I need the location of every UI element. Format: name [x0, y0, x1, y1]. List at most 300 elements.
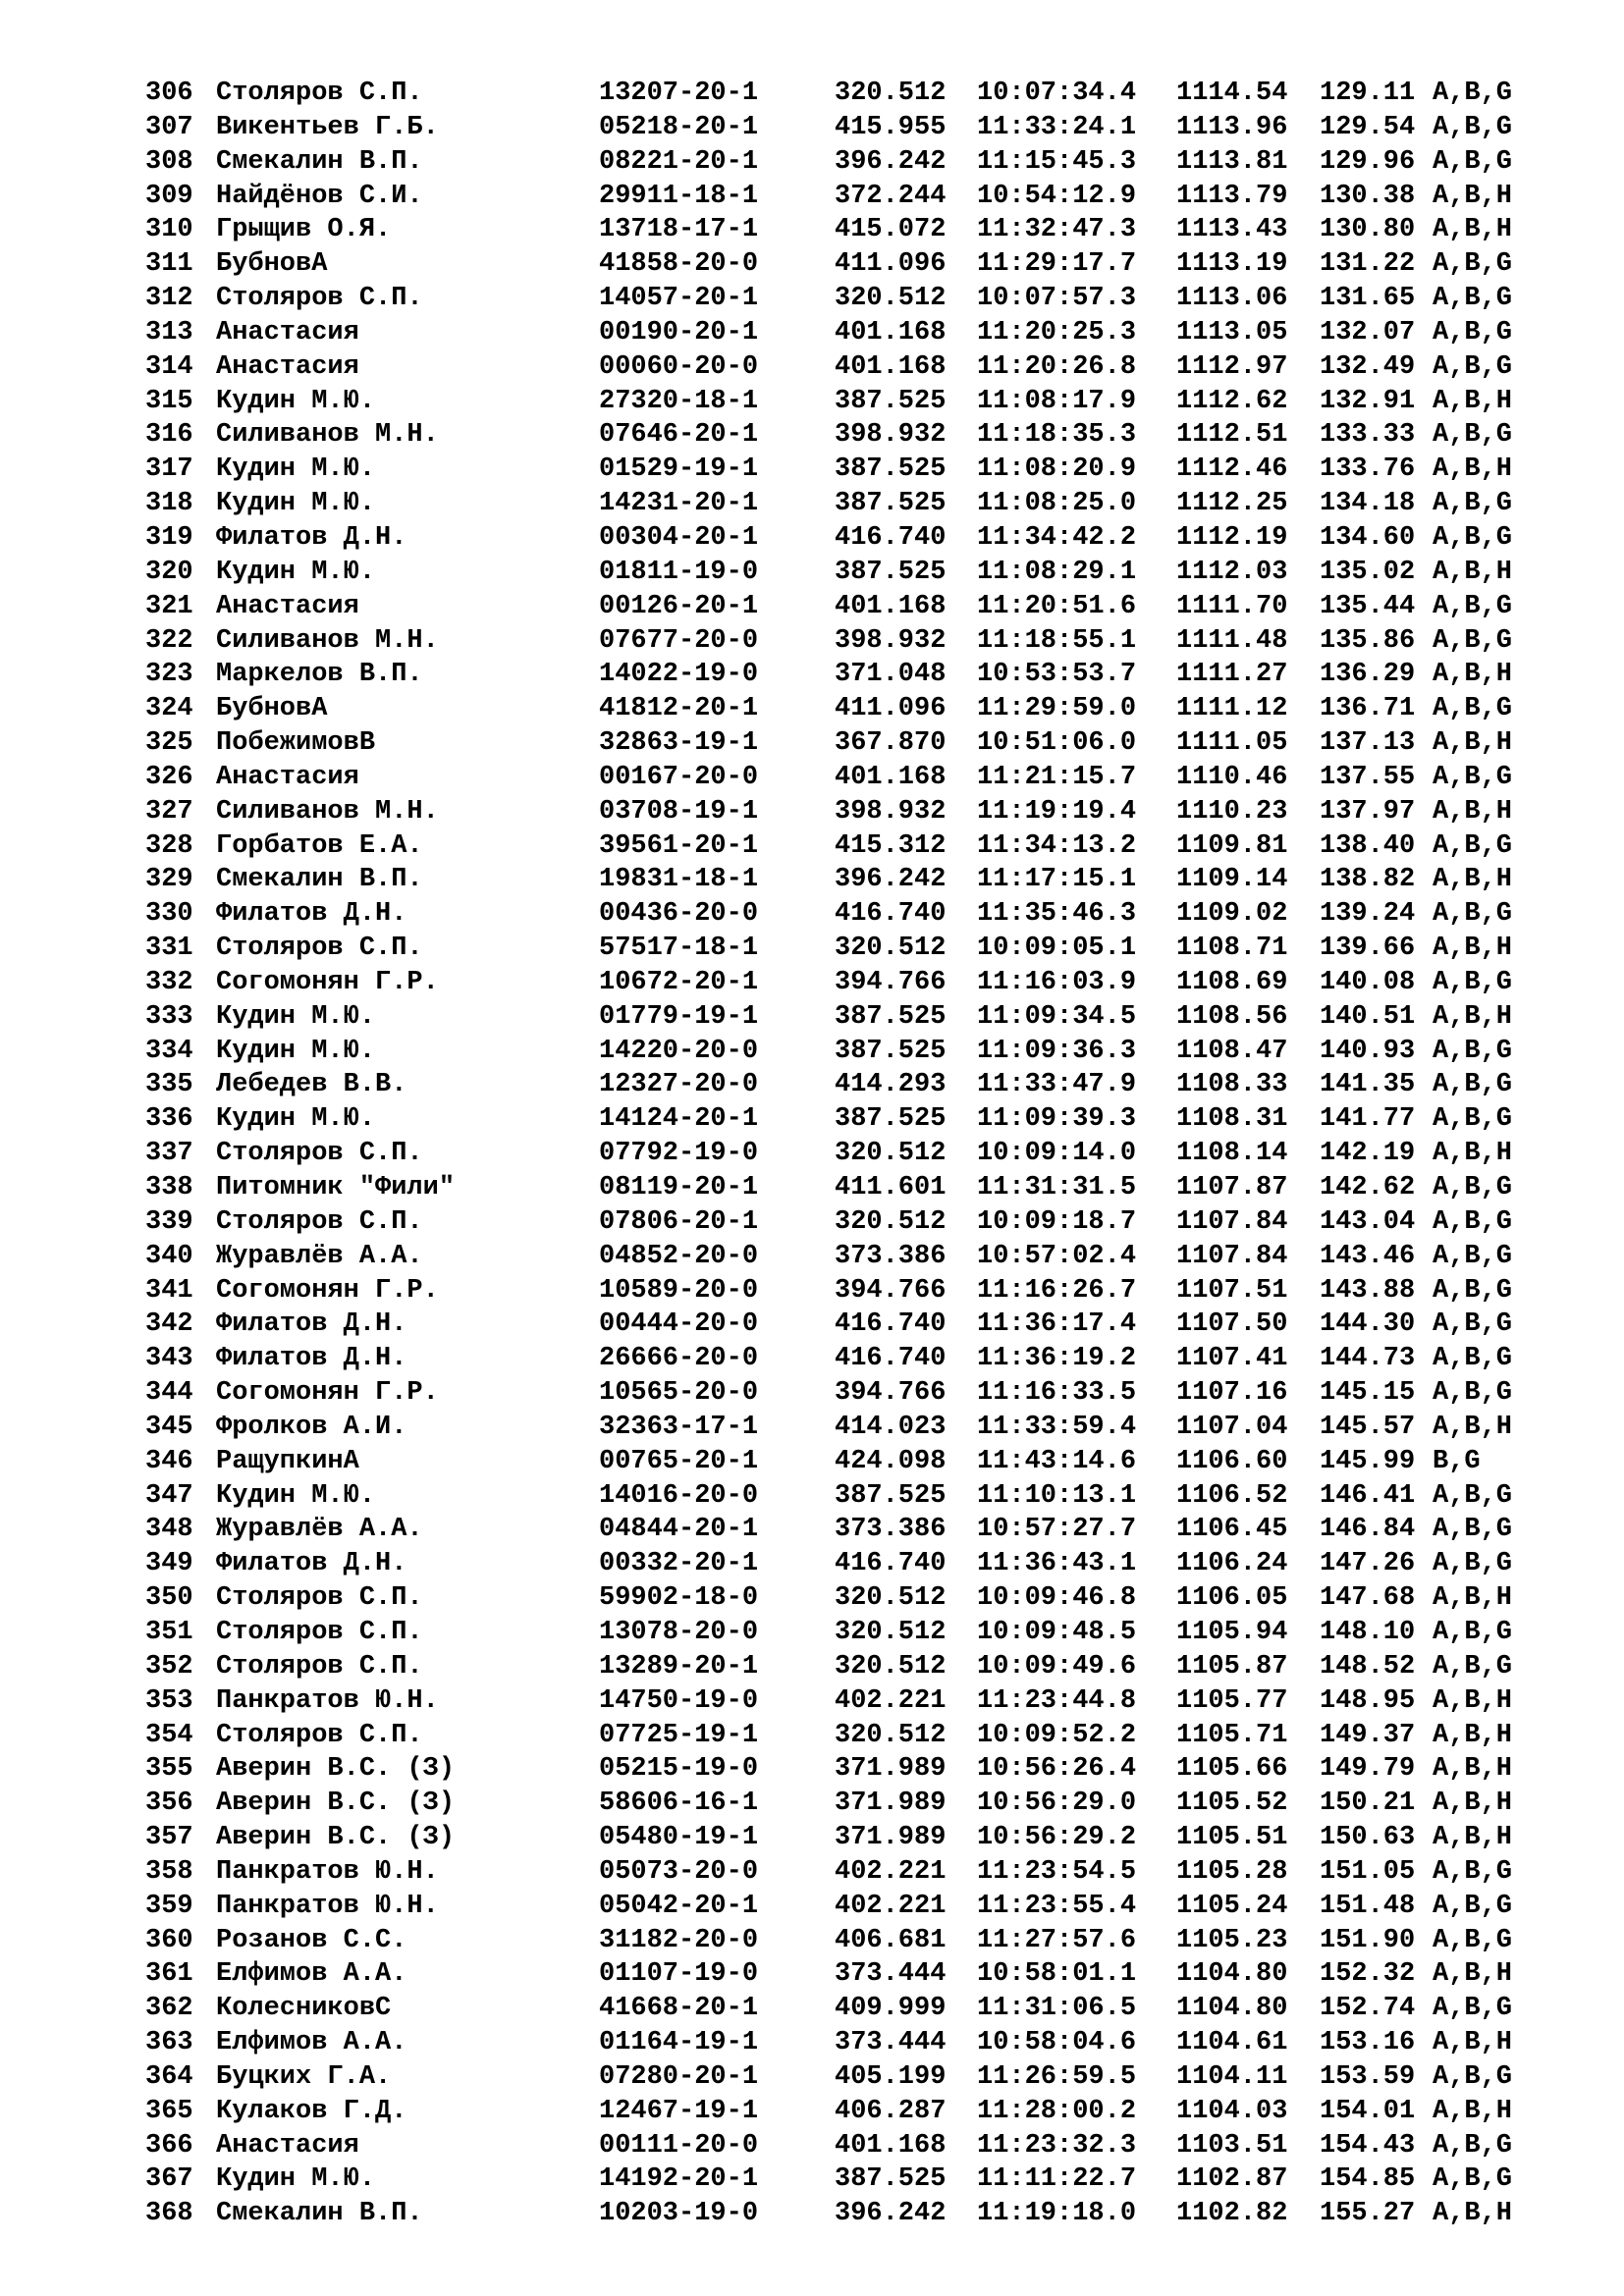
- coefficient: 141.35: [1320, 1070, 1416, 1100]
- speed-value: 1108.31: [1176, 1104, 1288, 1135]
- fancier-name: Викентьев Г.Б.: [216, 112, 439, 142]
- speed-value: 1111.05: [1176, 728, 1288, 759]
- ring-number: 39561-20-1: [599, 830, 759, 861]
- place-number: 349: [145, 1549, 193, 1579]
- ring-number: 59902-18-0: [599, 1583, 759, 1614]
- arrival-time: 11:35:46.3: [977, 899, 1137, 930]
- arrival-time: 11:20:26.8: [977, 351, 1137, 382]
- speed-value: 1113.96: [1176, 112, 1288, 142]
- fancier-name: Филатов Д.Н.: [216, 1344, 407, 1374]
- place-number: 366: [145, 2130, 193, 2161]
- ring-number: 41858-20-0: [599, 249, 759, 280]
- distance-km: 387.525: [835, 2164, 947, 2195]
- speed-value: 1104.80: [1176, 1959, 1288, 1990]
- fancier-name: Филатов Д.Н.: [216, 522, 407, 553]
- coefficient: 154.01: [1320, 2096, 1416, 2126]
- distance-km: 387.525: [835, 1001, 947, 1032]
- speed-value: 1112.51: [1176, 420, 1288, 451]
- coefficient: 138.40: [1320, 830, 1416, 861]
- speed-value: 1105.52: [1176, 1789, 1288, 1819]
- ring-number: 07646-20-1: [599, 420, 759, 451]
- distance-km: 320.512: [835, 1617, 947, 1647]
- table-row: [145, 1513, 1531, 1547]
- ring-number: 00436-20-0: [599, 899, 759, 930]
- table-row: [145, 1957, 1531, 1992]
- coefficient: 135.44: [1320, 591, 1416, 621]
- coefficient: 144.73: [1320, 1344, 1416, 1374]
- speed-value: 1113.06: [1176, 284, 1288, 314]
- group-codes: A,B,G: [1433, 1856, 1513, 1887]
- group-codes: A,B,H: [1433, 557, 1513, 587]
- distance-km: 424.098: [835, 1446, 947, 1476]
- speed-value: 1110.46: [1176, 762, 1288, 792]
- place-number: 343: [145, 1344, 193, 1374]
- ring-number: 00126-20-1: [599, 591, 759, 621]
- distance-km: 415.072: [835, 215, 947, 245]
- distance-km: 320.512: [835, 284, 947, 314]
- coefficient: 133.76: [1320, 454, 1416, 485]
- coefficient: 146.41: [1320, 1480, 1416, 1511]
- place-number: 331: [145, 934, 193, 964]
- arrival-time: 11:36:17.4: [977, 1309, 1137, 1340]
- group-codes: A,B,H: [1433, 1959, 1513, 1990]
- arrival-time: 11:33:59.4: [977, 1412, 1137, 1442]
- ring-number: 31182-20-0: [599, 1925, 759, 1955]
- arrival-time: 11:27:57.6: [977, 1925, 1137, 1955]
- place-number: 361: [145, 1959, 193, 1990]
- ring-number: 00444-20-0: [599, 1309, 759, 1340]
- ring-number: 10672-20-1: [599, 967, 759, 997]
- fancier-name: Кудин М.Ю.: [216, 1001, 376, 1032]
- table-row: [145, 1205, 1531, 1240]
- table-row: [145, 1924, 1531, 1958]
- ring-number: 32363-17-1: [599, 1412, 759, 1442]
- place-number: 338: [145, 1173, 193, 1202]
- coefficient: 142.62: [1320, 1173, 1416, 1202]
- speed-value: 1112.19: [1176, 522, 1288, 553]
- arrival-time: 10:58:01.1: [977, 1959, 1137, 1990]
- speed-value: 1113.81: [1176, 146, 1288, 177]
- ring-number: 41668-20-1: [599, 1994, 759, 2024]
- group-codes: A,B,H: [1433, 181, 1513, 211]
- group-codes: A,B,H: [1433, 1583, 1513, 1614]
- coefficient: 141.77: [1320, 1104, 1416, 1135]
- ring-number: 13718-17-1: [599, 215, 759, 245]
- distance-km: 401.168: [835, 2130, 947, 2161]
- ring-number: 41812-20-1: [599, 694, 759, 724]
- arrival-time: 11:23:44.8: [977, 1685, 1137, 1716]
- fancier-name: Кудин М.Ю.: [216, 1104, 376, 1135]
- fancier-name: Кудин М.Ю.: [216, 454, 376, 485]
- group-codes: A,B,G: [1433, 2130, 1513, 2161]
- coefficient: 151.90: [1320, 1925, 1416, 1955]
- fancier-name: Кудин М.Ю.: [216, 2164, 376, 2195]
- ring-number: 13289-20-1: [599, 1651, 759, 1682]
- fancier-name: Найдёнов С.И.: [216, 181, 423, 211]
- fancier-name: Анастасия: [216, 762, 359, 792]
- arrival-time: 11:16:26.7: [977, 1275, 1137, 1306]
- fancier-name: Столяров С.П.: [216, 1206, 423, 1237]
- group-codes: A,B,H: [1433, 215, 1513, 245]
- speed-value: 1105.51: [1176, 1823, 1288, 1853]
- distance-km: 373.386: [835, 1515, 947, 1545]
- coefficient: 155.27: [1320, 2199, 1416, 2229]
- place-number: 307: [145, 112, 193, 142]
- ring-number: 01164-19-1: [599, 2028, 759, 2058]
- table-row: [145, 247, 1531, 282]
- table-row: [145, 1547, 1531, 1581]
- ring-number: 10565-20-0: [599, 1378, 759, 1409]
- table-row: [145, 1342, 1531, 1376]
- table-row: [145, 1890, 1531, 1924]
- arrival-time: 10:56:29.2: [977, 1823, 1137, 1853]
- distance-km: 394.766: [835, 1378, 947, 1409]
- speed-value: 1112.25: [1176, 489, 1288, 519]
- group-codes: A,B,G: [1433, 1549, 1513, 1579]
- ring-number: 14022-19-0: [599, 660, 759, 690]
- ring-number: 07806-20-1: [599, 1206, 759, 1237]
- group-codes: A,B,H: [1433, 386, 1513, 416]
- table-row: [145, 1308, 1531, 1342]
- table-row: [145, 1719, 1531, 1753]
- speed-value: 1113.79: [1176, 181, 1288, 211]
- coefficient: 130.38: [1320, 181, 1416, 211]
- speed-value: 1113.43: [1176, 215, 1288, 245]
- table-row: [145, 556, 1531, 590]
- table-row: [145, 1445, 1531, 1479]
- group-codes: A,B,H: [1433, 865, 1513, 895]
- distance-km: 387.525: [835, 454, 947, 485]
- coefficient: 133.33: [1320, 420, 1416, 451]
- ring-number: 12467-19-1: [599, 2096, 759, 2126]
- distance-km: 401.168: [835, 762, 947, 792]
- distance-km: 401.168: [835, 591, 947, 621]
- place-number: 323: [145, 660, 193, 690]
- group-codes: A,B,H: [1433, 1789, 1513, 1819]
- arrival-time: 11:15:45.3: [977, 146, 1137, 177]
- arrival-time: 11:32:47.3: [977, 215, 1137, 245]
- fancier-name: Кудин М.Ю.: [216, 1036, 376, 1066]
- coefficient: 147.68: [1320, 1583, 1416, 1614]
- group-codes: A,B,G: [1433, 79, 1513, 108]
- distance-km: 416.740: [835, 1344, 947, 1374]
- coefficient: 132.49: [1320, 351, 1416, 382]
- arrival-time: 10:51:06.0: [977, 728, 1137, 759]
- arrival-time: 10:57:02.4: [977, 1241, 1137, 1271]
- fancier-name: Елфимов А.А.: [216, 2028, 407, 2058]
- coefficient: 130.80: [1320, 215, 1416, 245]
- coefficient: 135.02: [1320, 557, 1416, 587]
- coefficient: 134.60: [1320, 522, 1416, 553]
- fancier-name: Маркелов В.П.: [216, 660, 423, 690]
- fancier-name: Елфимов А.А.: [216, 1959, 407, 1990]
- ring-number: 01529-19-1: [599, 454, 759, 485]
- fancier-name: Аверин В.С. (З): [216, 1754, 456, 1785]
- ring-number: 05073-20-0: [599, 1856, 759, 1887]
- table-row: [145, 111, 1531, 145]
- speed-value: 1111.27: [1176, 660, 1288, 690]
- fancier-name: Столяров С.П.: [216, 1583, 423, 1614]
- coefficient: 136.29: [1320, 660, 1416, 690]
- speed-value: 1112.97: [1176, 351, 1288, 382]
- table-row: [145, 1240, 1531, 1274]
- ring-number: 03708-19-1: [599, 796, 759, 827]
- group-codes: A,B,G: [1433, 1891, 1513, 1921]
- place-number: 325: [145, 728, 193, 759]
- speed-value: 1104.80: [1176, 1994, 1288, 2024]
- table-row: [145, 487, 1531, 521]
- fancier-name: Розанов С.С.: [216, 1925, 407, 1955]
- place-number: 368: [145, 2199, 193, 2229]
- ring-number: 58606-16-1: [599, 1789, 759, 1819]
- speed-value: 1102.82: [1176, 2199, 1288, 2229]
- coefficient: 139.66: [1320, 934, 1416, 964]
- fancier-name: Горбатов Е.А.: [216, 830, 423, 861]
- ring-number: 00304-20-1: [599, 522, 759, 553]
- place-number: 356: [145, 1789, 193, 1819]
- ring-number: 00111-20-0: [599, 2130, 759, 2161]
- table-row: [145, 2163, 1531, 2197]
- place-number: 367: [145, 2164, 193, 2195]
- speed-value: 1107.84: [1176, 1206, 1288, 1237]
- group-codes: A,B,G: [1433, 1070, 1513, 1100]
- speed-value: 1106.60: [1176, 1446, 1288, 1476]
- coefficient: 140.51: [1320, 1001, 1416, 1032]
- distance-km: 414.293: [835, 1070, 947, 1100]
- speed-value: 1103.51: [1176, 2130, 1288, 2161]
- fancier-name: Панкратов Ю.Н.: [216, 1856, 439, 1887]
- ring-number: 00190-20-1: [599, 317, 759, 347]
- group-codes: A,B,G: [1433, 1994, 1513, 2024]
- group-codes: A,B,G: [1433, 1378, 1513, 1409]
- speed-value: 1107.04: [1176, 1412, 1288, 1442]
- distance-km: 367.870: [835, 728, 947, 759]
- coefficient: 151.05: [1320, 1856, 1416, 1887]
- place-number: 351: [145, 1617, 193, 1647]
- distance-km: 402.221: [835, 1891, 947, 1921]
- group-codes: A,B,G: [1433, 1206, 1513, 1237]
- arrival-time: 11:43:14.6: [977, 1446, 1137, 1476]
- fancier-name: Аверин В.С. (З): [216, 1789, 456, 1819]
- coefficient: 145.57: [1320, 1412, 1416, 1442]
- speed-value: 1107.50: [1176, 1309, 1288, 1340]
- distance-km: 405.199: [835, 2061, 947, 2092]
- coefficient: 142.19: [1320, 1139, 1416, 1169]
- table-row: [145, 1411, 1531, 1445]
- ring-number: 14192-20-1: [599, 2164, 759, 2195]
- table-row: [145, 795, 1531, 829]
- coefficient: 143.46: [1320, 1241, 1416, 1271]
- arrival-time: 11:09:36.3: [977, 1036, 1137, 1066]
- speed-value: 1104.11: [1176, 2061, 1288, 2092]
- place-number: 353: [145, 1685, 193, 1716]
- distance-km: 401.168: [835, 351, 947, 382]
- ring-number: 13078-20-0: [599, 1617, 759, 1647]
- arrival-time: 11:20:25.3: [977, 317, 1137, 347]
- coefficient: 135.86: [1320, 625, 1416, 656]
- speed-value: 1104.61: [1176, 2028, 1288, 2058]
- fancier-name: Согомонян Г.Р.: [216, 1275, 439, 1306]
- speed-value: 1113.19: [1176, 249, 1288, 280]
- place-number: 328: [145, 830, 193, 861]
- arrival-time: 11:21:15.7: [977, 762, 1137, 792]
- group-codes: A,B,G: [1433, 489, 1513, 519]
- table-row: [145, 350, 1531, 385]
- arrival-time: 10:58:04.6: [977, 2028, 1137, 2058]
- coefficient: 149.79: [1320, 1754, 1416, 1785]
- ring-number: 10589-20-0: [599, 1275, 759, 1306]
- place-number: 318: [145, 489, 193, 519]
- ring-number: 01107-19-0: [599, 1959, 759, 1990]
- fancier-name: Силиванов М.Н.: [216, 796, 439, 827]
- place-number: 308: [145, 146, 193, 177]
- coefficient: 137.97: [1320, 796, 1416, 827]
- speed-value: 1105.94: [1176, 1617, 1288, 1647]
- speed-value: 1107.51: [1176, 1275, 1288, 1306]
- place-number: 306: [145, 79, 193, 108]
- table-row: [145, 2060, 1531, 2095]
- ring-number: 00765-20-1: [599, 1446, 759, 1476]
- coefficient: 148.10: [1320, 1617, 1416, 1647]
- fancier-name: Журавлёв А.А.: [216, 1515, 423, 1545]
- place-number: 352: [145, 1651, 193, 1682]
- coefficient: 152.74: [1320, 1994, 1416, 2024]
- arrival-time: 11:18:55.1: [977, 625, 1137, 656]
- distance-km: 396.242: [835, 865, 947, 895]
- coefficient: 137.13: [1320, 728, 1416, 759]
- group-codes: B,G: [1433, 1446, 1481, 1476]
- arrival-time: 11:23:55.4: [977, 1891, 1137, 1921]
- distance-km: 398.932: [835, 796, 947, 827]
- fancier-name: РащупкинА: [216, 1446, 359, 1476]
- group-codes: A,B,G: [1433, 1173, 1513, 1202]
- table-row: [145, 1274, 1531, 1308]
- distance-km: 416.740: [835, 522, 947, 553]
- coefficient: 132.91: [1320, 386, 1416, 416]
- arrival-time: 11:19:19.4: [977, 796, 1137, 827]
- ring-number: 08119-20-1: [599, 1173, 759, 1202]
- arrival-time: 11:08:20.9: [977, 454, 1137, 485]
- table-row: [145, 1479, 1531, 1514]
- group-codes: A,B,H: [1433, 1001, 1513, 1032]
- place-number: 329: [145, 865, 193, 895]
- ring-number: 19831-18-1: [599, 865, 759, 895]
- speed-value: 1107.87: [1176, 1173, 1288, 1202]
- fancier-name: Столяров С.П.: [216, 284, 423, 314]
- ring-number: 07792-19-0: [599, 1139, 759, 1169]
- arrival-time: 11:19:18.0: [977, 2199, 1137, 2229]
- coefficient: 150.21: [1320, 1789, 1416, 1819]
- group-codes: A,B,G: [1433, 2164, 1513, 2195]
- fancier-name: Смекалин В.П.: [216, 146, 423, 177]
- distance-km: 406.287: [835, 2096, 947, 2126]
- place-number: 317: [145, 454, 193, 485]
- speed-value: 1111.48: [1176, 625, 1288, 656]
- fancier-name: Филатов Д.Н.: [216, 1549, 407, 1579]
- speed-value: 1110.23: [1176, 796, 1288, 827]
- arrival-time: 10:56:29.0: [977, 1789, 1137, 1819]
- place-number: 363: [145, 2028, 193, 2058]
- arrival-time: 10:54:12.9: [977, 181, 1137, 211]
- speed-value: 1109.02: [1176, 899, 1288, 930]
- ring-number: 08221-20-1: [599, 146, 759, 177]
- table-row: [145, 1137, 1531, 1171]
- distance-km: 320.512: [835, 1720, 947, 1750]
- coefficient: 131.22: [1320, 249, 1416, 280]
- coefficient: 140.93: [1320, 1036, 1416, 1066]
- fancier-name: Филатов Д.Н.: [216, 1309, 407, 1340]
- speed-value: 1102.87: [1176, 2164, 1288, 2195]
- ring-number: 27320-18-1: [599, 386, 759, 416]
- table-row: [145, 1376, 1531, 1411]
- speed-value: 1111.12: [1176, 694, 1288, 724]
- speed-value: 1108.33: [1176, 1070, 1288, 1100]
- coefficient: 129.96: [1320, 146, 1416, 177]
- fancier-name: Кудин М.Ю.: [216, 386, 376, 416]
- table-row: [145, 1821, 1531, 1855]
- table-row: [145, 1752, 1531, 1787]
- arrival-time: 10:09:18.7: [977, 1206, 1137, 1237]
- fancier-name: Кулаков Г.Д.: [216, 2096, 407, 2126]
- arrival-time: 11:29:59.0: [977, 694, 1137, 724]
- group-codes: A,B,G: [1433, 830, 1513, 861]
- distance-km: 320.512: [835, 1583, 947, 1614]
- distance-km: 387.525: [835, 557, 947, 587]
- group-codes: A,B,G: [1433, 1241, 1513, 1271]
- ring-number: 05218-20-1: [599, 112, 759, 142]
- distance-km: 396.242: [835, 2199, 947, 2229]
- distance-km: 320.512: [835, 934, 947, 964]
- place-number: 322: [145, 625, 193, 656]
- table-row: [145, 521, 1531, 556]
- distance-km: 402.221: [835, 1685, 947, 1716]
- coefficient: 152.32: [1320, 1959, 1416, 1990]
- table-row: [145, 829, 1531, 864]
- arrival-time: 11:36:43.1: [977, 1549, 1137, 1579]
- place-number: 347: [145, 1480, 193, 1511]
- table-row: [145, 863, 1531, 897]
- distance-km: 394.766: [835, 967, 947, 997]
- group-codes: A,B,G: [1433, 899, 1513, 930]
- place-number: 342: [145, 1309, 193, 1340]
- place-number: 340: [145, 1241, 193, 1271]
- group-codes: A,B,H: [1433, 454, 1513, 485]
- speed-value: 1108.71: [1176, 934, 1288, 964]
- place-number: 316: [145, 420, 193, 451]
- group-codes: A,B,H: [1433, 1823, 1513, 1853]
- fancier-name: Столяров С.П.: [216, 1720, 423, 1750]
- speed-value: 1105.24: [1176, 1891, 1288, 1921]
- ring-number: 14750-19-0: [599, 1685, 759, 1716]
- speed-value: 1106.05: [1176, 1583, 1288, 1614]
- place-number: 346: [145, 1446, 193, 1476]
- distance-km: 415.312: [835, 830, 947, 861]
- fancier-name: Лебедев В.В.: [216, 1070, 407, 1100]
- fancier-name: Панкратов Ю.Н.: [216, 1891, 439, 1921]
- coefficient: 138.82: [1320, 865, 1416, 895]
- speed-value: 1112.03: [1176, 557, 1288, 587]
- ring-number: 14231-20-1: [599, 489, 759, 519]
- place-number: 324: [145, 694, 193, 724]
- place-number: 332: [145, 967, 193, 997]
- group-codes: A,B,G: [1433, 420, 1513, 451]
- arrival-time: 11:09:34.5: [977, 1001, 1137, 1032]
- place-number: 362: [145, 1994, 193, 2024]
- ring-number: 14124-20-1: [599, 1104, 759, 1135]
- group-codes: A,B,G: [1433, 284, 1513, 314]
- table-row: [145, 1581, 1531, 1616]
- group-codes: A,B,G: [1433, 694, 1513, 724]
